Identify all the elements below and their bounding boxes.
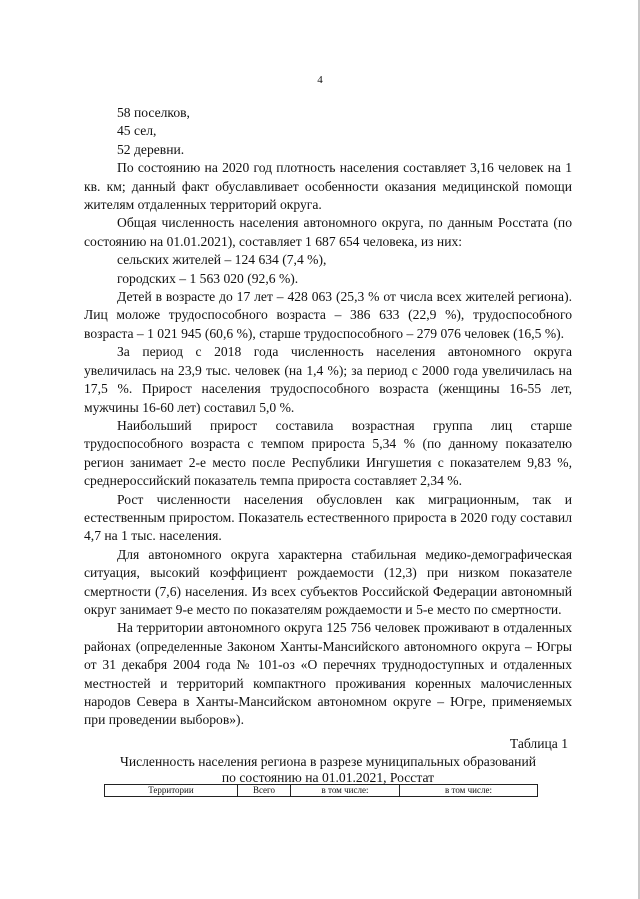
paragraph-largest-growth: Наибольший прирост составила возрастная группа лиц старше трудоспособного возраста с темпом прироста 5,34 % (по данному показателю регион занимает 2-е место после Республики Ингушетия с показателем 9,83 %, среднероссийский показатель темпа прироста составляет 2,34 %. (84, 417, 572, 489)
paragraph-age-groups: Детей в возрасте до 17 лет – 428 063 (25,3 % от числа всех жителей региона). Лиц моложе трудоспособного возраста – 386 633 (22,9 %), трудоспособного возраста – 1 021 945 (60,6 %), старше трудоспособного – 279 076 человек (16,5 %). (84, 289, 572, 341)
document-body (84, 104, 572, 730)
header-including: в том числе: (291, 785, 400, 797)
paragraph-population: Общая численность населения автономного округа, по данным Росстата (по состоянию на 01.01.2021), составляет 1 687 654 человека, из них: (84, 215, 572, 249)
urban-population-line: городских – 1 563 020 (92,6 %). (117, 270, 299, 286)
header-total: Всего (238, 785, 291, 797)
table-caption-line: Численность населения региона в разрезе муниципальных образований (119, 754, 537, 769)
rural-population-line: сельских жителей – 124 634 (7,4 %), (117, 252, 327, 268)
paragraph-demographics: Для автономного округа характерна стабильная медико-демографическая ситуация, высокий коэффициент рождаемости (12,3) при низком показателе смертности (7,6) населения. Из всех субъектов Российской Федерации автономный округ занимает 9-е место по показателям рождаемости и 5-е место по смертности. (84, 546, 572, 617)
list-line: 45 сел, (117, 123, 157, 139)
header-including: в том числе: (400, 785, 538, 797)
table-caption (84, 754, 572, 786)
paragraph-remote-areas: На территории автономного округа 125 756 человек проживают в отдаленных районах (определенные Законом Ханты-Мансийского автономного округа – Югры от 31 декабря 2004 года № 101-оз «О перечнях труднодоступных и отдаленных местностей и территорий компактного проживания коренных малочисленных народов Севера в Ханты-Мансийском автономном округе – Югре, применяемых при проведении выборов»). (84, 620, 572, 728)
paragraph-growth: За период с 2018 года численность населения автономного округа увеличилась на 23,9 тыс. человек (на 1,4 %); за период с 2000 года увеличилась на 17,5 %. Прирост населения трудоспособного возраста (женщины 16-55 лет, мужчины 16-60 лет) составил 5,0 %. (84, 344, 572, 415)
paragraph-natural-growth: Рост численности населения обусловлен как миграционным, так и естественным приростом. Показатель естественного прироста в 2020 году составил 4,7 на 1 тыс. населения. (84, 491, 572, 544)
population-table (104, 784, 538, 797)
table-caption-line: по состоянию на 01.01.2021, Росстат (221, 770, 435, 785)
table-header-row (105, 785, 538, 797)
list-line: 58 поселков, (117, 105, 190, 120)
table-number: Таблица 1 (509, 736, 568, 751)
paragraph-density: По состоянию на 2020 год плотность населения составляет 3,16 человек на 1 кв. км; данный факт обуславливает особенности оказания медицинской помощи жителям отдаленных территорий округа. (84, 160, 572, 213)
header-territories: Территории (105, 785, 238, 797)
page-number: 4 (317, 74, 323, 86)
list-line: 52 деревни. (117, 141, 185, 157)
